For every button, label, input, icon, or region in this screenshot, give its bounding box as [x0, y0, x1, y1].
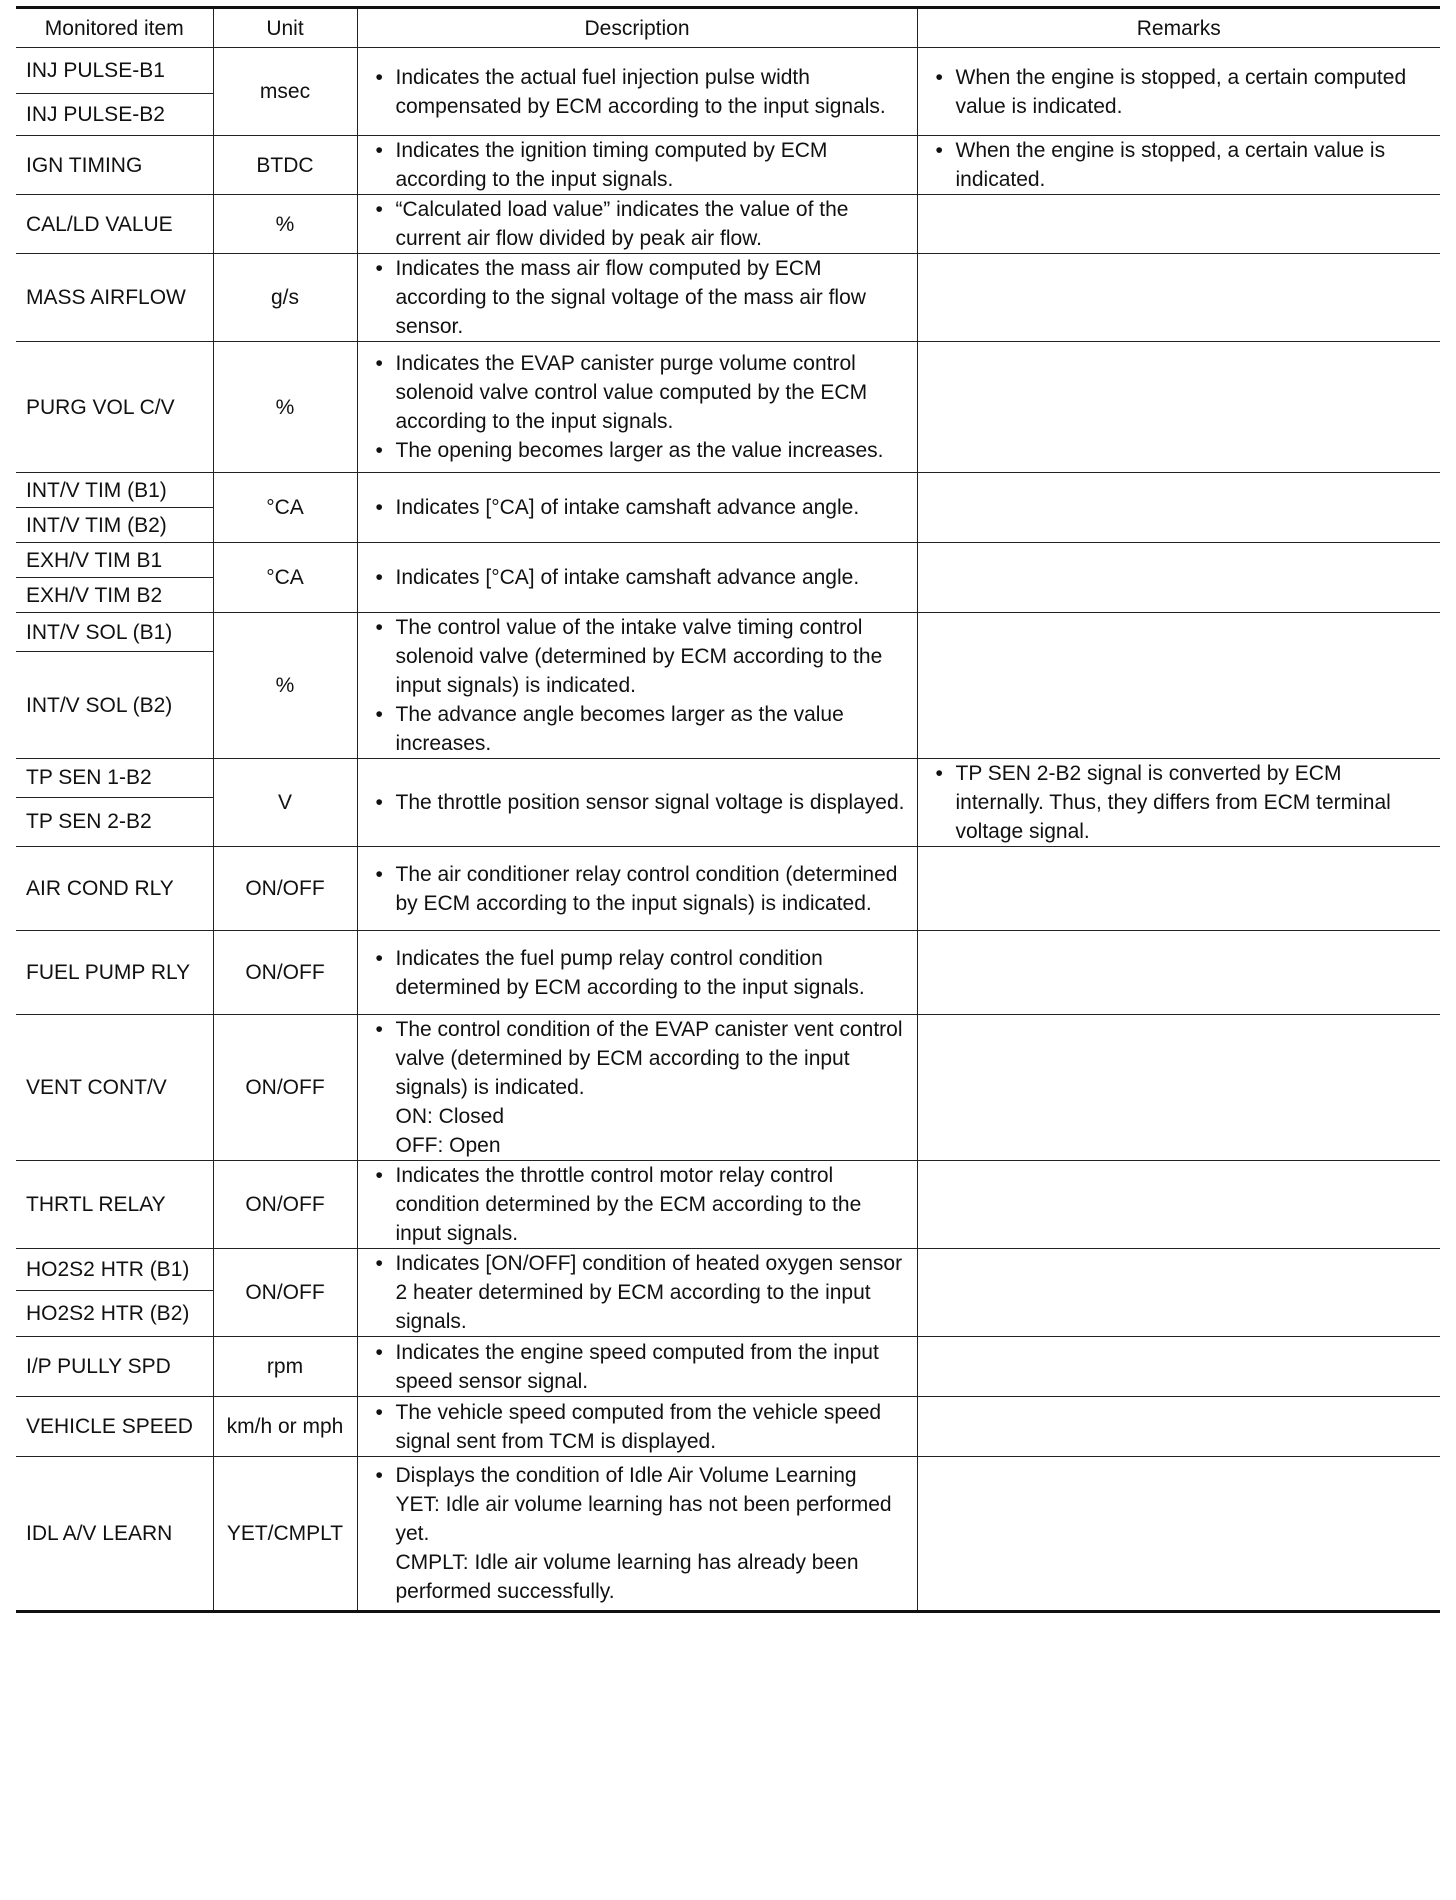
monitored-item: MASS AIRFLOW: [16, 254, 213, 342]
remarks-cell: [917, 1161, 1440, 1249]
description-list: [368, 493, 907, 522]
table-row: [16, 342, 1440, 473]
monitored-item: VENT CONT/V: [16, 1015, 213, 1161]
remarks-cell: [917, 1015, 1440, 1161]
monitored-item: INT/V SOL (B1): [16, 613, 213, 652]
unit-cell: °CA: [213, 473, 357, 543]
description-cell: [357, 473, 917, 543]
remarks-cell: [917, 543, 1440, 613]
description-cell: [357, 1397, 917, 1457]
unit-cell: %: [213, 195, 357, 254]
unit-cell: ON/OFF: [213, 1249, 357, 1337]
header-row: [16, 8, 1440, 48]
description-bullet: • Indicates the actual fuel injection pulse width compensated by ECM according to the input signals.: [368, 63, 907, 121]
description-list: [368, 1015, 907, 1102]
description-bullet: • The air conditioner relay control condition (determined by ECM according to the input signals) is indicated.: [368, 860, 907, 918]
unit-cell: YET/CMPLT: [213, 1457, 357, 1612]
description-list: [368, 349, 907, 465]
description-detail: ON: Closed: [395, 1105, 505, 1128]
description-cell: [357, 195, 917, 254]
unit-cell: °CA: [213, 543, 357, 613]
description-cell: [357, 1015, 917, 1161]
remarks-cell: [917, 254, 1440, 342]
description-cell: [357, 759, 917, 847]
monitored-item: IGN TIMING: [16, 136, 213, 195]
monitored-item: INT/V SOL (B2): [16, 652, 213, 759]
table-body: [16, 48, 1440, 1612]
description-list: [368, 195, 907, 253]
remarks-cell: [917, 48, 1440, 136]
description-cell: [357, 1161, 917, 1249]
description-bullet: • Displays the condition of Idle Air Volume Learning: [368, 1461, 907, 1490]
description-bullet: • The advance angle becomes larger as the value increases.: [368, 700, 907, 758]
description-list: [368, 613, 907, 758]
description-bullet: • Indicates the throttle control motor relay control condition determined by the ECM according to the input signals.: [368, 1161, 907, 1248]
description-detail: YET: Idle air volume learning has not been performed yet.: [395, 1493, 892, 1545]
description-list: [368, 1338, 907, 1396]
table-row: [16, 1397, 1440, 1457]
description-cell: [357, 1457, 917, 1612]
table-row: [16, 48, 1440, 94]
unit-cell: msec: [213, 48, 357, 136]
description-detail: CMPLT: Idle air volume learning has already been performed successfully.: [395, 1551, 859, 1603]
remarks-cell: [917, 136, 1440, 195]
description-list: [368, 563, 907, 592]
remarks-list: [928, 136, 1431, 194]
description-list: [368, 63, 907, 121]
table-row: [16, 1337, 1440, 1397]
remarks-cell: [917, 931, 1440, 1015]
monitored-item: AIR COND RLY: [16, 847, 213, 931]
monitored-item: TP SEN 2-B2: [16, 797, 213, 846]
monitored-item: HO2S2 HTR (B1): [16, 1249, 213, 1291]
description-list: [368, 944, 907, 1002]
description-cell: [357, 254, 917, 342]
description-cell: [357, 613, 917, 759]
description-bullet: • The control value of the intake valve timing control solenoid valve (determined by ECM according to the input signals) is indicated.: [368, 613, 907, 700]
description-list: [368, 860, 907, 918]
monitored-item: EXH/V TIM B1: [16, 543, 213, 578]
remark-bullet: • When the engine is stopped, a certain value is indicated.: [928, 136, 1431, 194]
description-bullet: • Indicates [°CA] of intake camshaft advance angle.: [368, 493, 907, 522]
header-unit: Unit: [213, 8, 357, 48]
description-bullet: • Indicates the ignition timing computed by ECM according to the input signals.: [368, 136, 907, 194]
header-remarks: Remarks: [917, 8, 1440, 48]
monitored-item: IDL A/V LEARN: [16, 1457, 213, 1612]
description-bullet: • The control condition of the EVAP canister vent control valve (determined by ECM according to the input signals) is indicated.: [368, 1015, 907, 1102]
description-cell: [357, 931, 917, 1015]
monitored-item: HO2S2 HTR (B2): [16, 1291, 213, 1337]
monitored-item: THRTL RELAY: [16, 1161, 213, 1249]
description-list: [368, 1249, 907, 1336]
description-list: [368, 254, 907, 341]
description-cell: [357, 543, 917, 613]
monitored-item: VEHICLE SPEED: [16, 1397, 213, 1457]
remarks-list: [928, 759, 1431, 846]
table-row: [16, 931, 1440, 1015]
remarks-cell: [917, 1397, 1440, 1457]
table-row: [16, 613, 1440, 652]
description-bullet: • Indicates [°CA] of intake camshaft advance angle.: [368, 563, 907, 592]
description-bullet: • Indicates the EVAP canister purge volume control solenoid valve control value computed by the ECM according to the input signals.: [368, 349, 907, 436]
remarks-cell: [917, 1457, 1440, 1612]
table-row: [16, 1457, 1440, 1612]
description-list: [368, 136, 907, 194]
description-bullet: • “Calculated load value” indicates the value of the current air flow divided by peak air flow.: [368, 195, 907, 253]
unit-cell: ON/OFF: [213, 931, 357, 1015]
table-row: [16, 759, 1440, 798]
table-row: [16, 254, 1440, 342]
description-detail: OFF: Open: [395, 1134, 501, 1157]
table-row: [16, 1015, 1440, 1161]
monitored-item: PURG VOL C/V: [16, 342, 213, 473]
monitored-item: INJ PULSE-B2: [16, 94, 213, 136]
table-row: [16, 136, 1440, 195]
remark-bullet: • When the engine is stopped, a certain computed value is indicated.: [928, 63, 1431, 121]
description-bullet: • Indicates the engine speed computed from the input speed sensor signal.: [368, 1338, 907, 1396]
remarks-list: [928, 63, 1431, 121]
header-description: Description: [357, 8, 917, 48]
description-list: [368, 1398, 907, 1456]
remarks-cell: [917, 613, 1440, 759]
table-row: [16, 473, 1440, 508]
unit-cell: BTDC: [213, 136, 357, 195]
description-bullet: • Indicates the fuel pump relay control condition determined by ECM according to the input signals.: [368, 944, 907, 1002]
description-cell: [357, 847, 917, 931]
remarks-cell: [917, 759, 1440, 847]
description-list: [368, 1161, 907, 1248]
monitored-item: INT/V TIM (B1): [16, 473, 213, 508]
remarks-cell: [917, 847, 1440, 931]
table-row: [16, 543, 1440, 578]
description-cell: [357, 48, 917, 136]
unit-cell: %: [213, 342, 357, 473]
unit-cell: ON/OFF: [213, 847, 357, 931]
unit-cell: %: [213, 613, 357, 759]
unit-cell: g/s: [213, 254, 357, 342]
unit-cell: ON/OFF: [213, 1161, 357, 1249]
table-row: [16, 1161, 1440, 1249]
description-bullet: • The vehicle speed computed from the vehicle speed signal sent from TCM is displayed.: [368, 1398, 907, 1456]
remark-bullet: • TP SEN 2-B2 signal is converted by ECM internally. Thus, they differs from ECM terminal voltage signal.: [928, 759, 1431, 846]
unit-cell: ON/OFF: [213, 1015, 357, 1161]
description-cell: [357, 1249, 917, 1337]
description-bullet: • Indicates the mass air flow computed by ECM according to the signal voltage of the mass air flow sensor.: [368, 254, 907, 341]
header-monitored-item: Monitored item: [16, 8, 213, 48]
description-bullet: • Indicates [ON/OFF] condition of heated oxygen sensor 2 heater determined by ECM according to the input signals.: [368, 1249, 907, 1336]
monitored-item: INT/V TIM (B2): [16, 508, 213, 543]
description-cell: [357, 1337, 917, 1397]
unit-cell: rpm: [213, 1337, 357, 1397]
monitored-item: CAL/LD VALUE: [16, 195, 213, 254]
description-cell: [357, 136, 917, 195]
remarks-cell: [917, 473, 1440, 543]
monitored-item: I/P PULLY SPD: [16, 1337, 213, 1397]
description-bullet: • The throttle position sensor signal voltage is displayed.: [368, 788, 907, 817]
description-bullet: • The opening becomes larger as the value increases.: [368, 436, 907, 465]
monitored-item: FUEL PUMP RLY: [16, 931, 213, 1015]
monitored-item: INJ PULSE-B1: [16, 48, 213, 94]
table-row: [16, 847, 1440, 931]
monitored-item: EXH/V TIM B2: [16, 578, 213, 613]
remarks-cell: [917, 195, 1440, 254]
remarks-cell: [917, 1337, 1440, 1397]
unit-cell: km/h or mph: [213, 1397, 357, 1457]
table-row: [16, 195, 1440, 254]
description-list: [368, 788, 907, 817]
description-cell: [357, 342, 917, 473]
monitor-items-table: [16, 6, 1440, 1613]
monitored-item: TP SEN 1-B2: [16, 759, 213, 798]
table-row: [16, 1249, 1440, 1291]
remarks-cell: [917, 342, 1440, 473]
remarks-cell: [917, 1249, 1440, 1337]
unit-cell: V: [213, 759, 357, 847]
description-list: [368, 1461, 907, 1490]
